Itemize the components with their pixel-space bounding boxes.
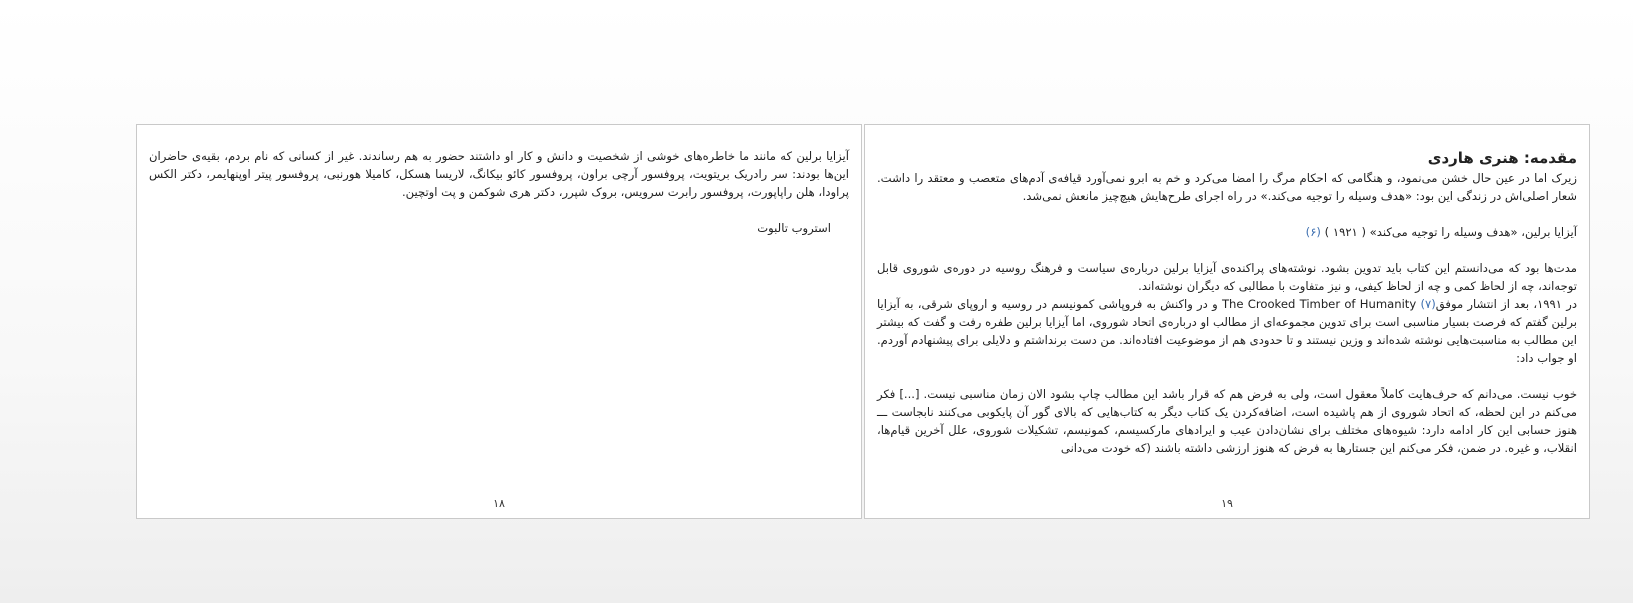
epigraph-citation xyxy=(877,223,1577,241)
page-content xyxy=(149,147,849,237)
body-paragraph xyxy=(877,295,1577,367)
footnote-ref-link[interactable]: (۷) xyxy=(1420,297,1436,311)
book-title: The Crooked Timber of Humanity xyxy=(1221,297,1417,311)
paragraph-rest: و در واکنش به فروپاشی کمونیسم در روسیه و اروپای شرقی، به آیزایا برلین گفتم که فرصت بسیار مناسبی است برای تدوین مجموعه‌ای از مطالب او درباره‌ی اتحاد شوروی، اما آیزایا برلین طفره رفت و گفت که بیشتر این مطالب به مناسبت‌هایی نوشته شده‌اند و وزین نیستند و تا حدودی هم از موضوعیت افتاده‌اند. من دست برنداشتم و دلایلی برای پیشنهادم آوردم. او جواب داد: xyxy=(877,297,1577,365)
book-page-right xyxy=(864,124,1590,519)
paragraph-start: در ۱۹۹۱، بعد از انتشار موفق xyxy=(1435,297,1578,311)
section-heading: مقدمه: هنری هاردی xyxy=(1427,149,1577,167)
quote-paragraph: خوب نیست. می‌دانم که حرف‌هایت کاملاً معقول است، ولی به فرض هم که قرار باشد این مطالب چاپ بشود الان زمان مناسبی نیست. [...] فکر می‌کنم در این لحظه، که اتحاد شوروی از هم پاشیده است، اضافه‌کردن یک کتاب دیگر به کتاب‌هایی که بالای گور آن پایکوبی می‌کنند نابجاست ـــ هنوز حسابی این کار ادامه دارد: شیوه‌های مختلف برای نشان‌دادن عیب و ایرادهای مارکسیسم، کمونیسم، تشکیلات شوروی، علل آخرین قیام‌ها، انقلاب، و غیره. در ضمن، فکر می‌کنم این جستارها به فرض که هنوز ارزشی داشته باشند (که خودت می‌دانی xyxy=(877,387,1577,455)
body-paragraph: مدت‌ها بود که می‌دانستم این کتاب باید تدوین بشود. نوشته‌های پراکنده‌ی آیزایا برلین درباره‌ی سیاست و فرهنگ روسیه در دوره‌ی شوروی قابل توجه‌اند، چه از لحاظ کمی و چه از لحاظ کیفی، و نیز متفاوت با مطالبی که دیگران نوشته‌اند. xyxy=(877,261,1577,293)
page-content xyxy=(877,147,1577,457)
body-paragraph: آیزایا برلین که مانند ما خاطره‌های خوشی از شخصیت و دانش و کار او داشتند حضور به هم رساندند. غیر از کسانی که نام بردم، بقیه‌ی حاضران این‌ها بودند: سر رادریک بریتویت، پروفسور آرچی براون، پروفسور کائو بیکانگ، لاریسا هسکل، کامیلا هورنبی، پروفسور پیتر اوپنهایمر، دکتر الکس پراودا، هلن راپاپورت، پروفسور رابرت سرویس، بروک شپرر، دکتر هری شوکمن و پت اوتچین. xyxy=(149,149,849,199)
footnote-ref-link[interactable]: (۶) xyxy=(1305,225,1321,239)
page-number: ۱۸ xyxy=(493,497,505,510)
author-signature: استروب تالبوت xyxy=(757,221,831,235)
body-paragraph: زیرک اما در عین حال خشن می‌نمود، و هنگامی که احکام مرگ را امضا می‌کرد و خم به ابرو نمی‌آورد قیافه‌ی آدم‌های متعصب و معتقد را داشت. شعار اصلی‌اش در زندگی این بود: «هدف وسیله را توجیه می‌کند.» در راه اجرای طرح‌هایش هیچ‌چیز مانعش نمی‌شد. xyxy=(877,171,1577,203)
book-page-left xyxy=(136,124,862,519)
page-number: ۱۹ xyxy=(1221,497,1233,510)
citation-text: آیزایا برلین، «هدف وسیله را توجیه می‌کند» ( ۱۹۲۱ ) xyxy=(1324,225,1577,239)
